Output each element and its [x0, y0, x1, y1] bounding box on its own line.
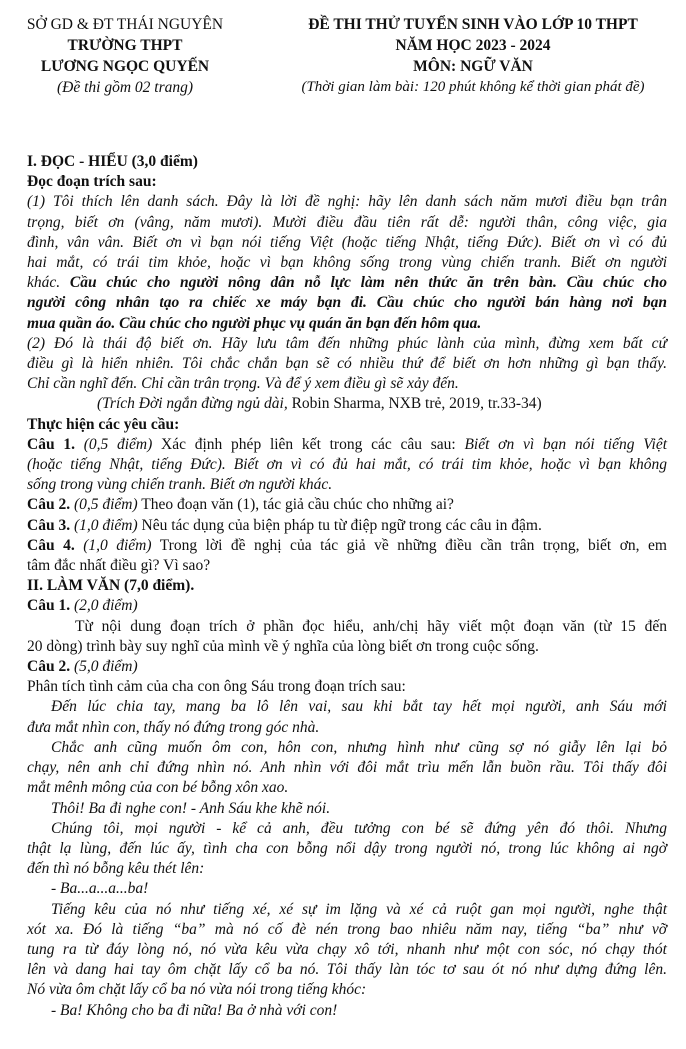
excerpt-line: lên và dang hai tay ôm chặt lấy cổ ba nó. Tôi thấy làn tóc tơ sau ót nó như dựng đứng lên. [27, 961, 667, 979]
excerpt-line: Đến lúc chia tay, mang ba lô lên vai, sau khi bắt tay hết mọi người, anh Sáu mới [51, 698, 667, 716]
school-year: NĂM HỌC 2023 - 2024 [395, 37, 551, 54]
school-info [14, 14, 236, 98]
section2-title: II. LÀM VĂN (7,0 điểm). [27, 577, 195, 595]
page-count-note: (Đề thi gồm 02 trang) [56, 79, 194, 96]
school-name-line2: LƯƠNG NGỌC QUYẾN [40, 58, 210, 75]
department-name: SỞ GD & ĐT THÁI NGUYÊN [26, 16, 224, 33]
passage-bold-text: Cầu chúc cho người nông dân nỗ lực làm nên thức ăn trên bàn. Cầu chúc cho [69, 274, 667, 292]
essay-2-header: Câu 2. (5,0 điểm) [27, 658, 138, 676]
exam-body [27, 152, 667, 1021]
question-3: Câu 3. (1,0 điểm) Nêu tác dụng của biện pháp tu từ điệp ngữ trong các câu in đậm. [27, 516, 542, 534]
essay-1-prompt: 20 dòng) trình bày suy nghĩ của mình về ý nghĩa của lòng biết ơn trong cuộc sống. [27, 637, 539, 655]
question-1: Câu 1. (0,5 điểm) Xác định phép liên kết trong các câu sau: Biết ơn vì bạn nói tiếng Việt [27, 435, 668, 453]
source-citation: (Trích Đời ngắn đừng ngủ dài, Robin Sharma, NXB trẻ, 2019, tr.33-34) [97, 395, 542, 413]
excerpt-line: Thôi! Ba đi nghe con! - Anh Sáu khe khẽ nói. [51, 799, 331, 817]
question-4: Câu 4. (1,0 điểm) Trong lời đề nghị của tác giả về những điều cần trân trọng, biết ơn, em [27, 536, 667, 554]
passage-plain-text: khác. [27, 274, 70, 292]
excerpt-line: tung ra từ đáy lòng nó, nó vừa kêu vừa chạy xô tới, nhanh như một con sóc, nó chạy thót [27, 940, 667, 958]
passage-line: điều gì là hiển nhiên. Tôi chắc chắn bạn sẽ có nhiều thứ để biết ơn hơn những gì bạn thấy. [27, 355, 667, 373]
section1-title: I. ĐỌC - HIỂU (3,0 điểm) [27, 153, 198, 170]
passage-bold-line: người công nhân tạo ra chiếc xe máy bạn đi. Cầu chúc cho người bán hàng nơi bạn [27, 294, 667, 312]
question-1-quote: (hoặc tiếng Nhật, tiếng Đức). Biết ơn vì có đủ hai mắt, có trái tim khỏe, hoặc vì bạn không [27, 456, 667, 474]
passage-bold-line: mua quần áo. Cầu chúc cho người phục vụ quán ăn bạn đến hôm qua. [27, 314, 482, 332]
essay-1-header: Câu 1. (2,0 điểm) [27, 597, 138, 615]
excerpt-line: - Ba! Không cho ba đi nữa! Ba ở nhà với con! [51, 1001, 338, 1019]
question-1-quote: sống trong vùng chiến tranh. Biết ơn người khác. [27, 476, 333, 494]
read-label: Đọc đoạn trích sau: [27, 173, 157, 191]
excerpt-line: Tiếng kêu của nó như tiếng xé, xé sự im lặng và xé cả ruột gan mọi người, nghe thật [51, 900, 667, 918]
passage-paragraph-2 [27, 334, 667, 395]
excerpt-line: Nó vừa ôm chặt lấy cổ ba nó vừa nói trong tiếng khóc: [27, 981, 367, 999]
passage-line: trọng, biết ơn (vâng, năm mươi). Mười điều đầu tiên rất dễ: người thân, công việc, gia [27, 213, 667, 231]
subject: MÔN: NGỮ VĂN [413, 58, 533, 75]
passage-line: hai mắt, có trái tim khỏe, hoặc vì bạn không sống trong vùng chiến tranh. Biết ơn người [27, 254, 667, 272]
passage-line: Chỉ cần nghĩ đến. Chỉ cần trân trọng. Và để ý xem điều gì sẽ xảy đến. [27, 375, 459, 393]
question-2: Câu 2. (0,5 điểm) Theo đoạn văn (1), tác giả cầu chúc cho những ai? [27, 496, 454, 514]
passage-line: (2) Đó là thái độ biết ơn. Hãy lưu tâm đến những phúc lành của mình, đừng xem bất cứ [27, 334, 667, 352]
exam-title: ĐỀ THI THỬ TUYỂN SINH VÀO LỚP 10 THPT [308, 16, 638, 33]
passage-line: đình, vân vân. Biết ơn vì bạn nói tiếng Việt (hoặc tiếng Nhật, tiếng Đức). Biết ơn vì có đủ [27, 233, 667, 251]
literary-excerpt [27, 697, 667, 1020]
excerpt-line: thật lạ lùng, đến lúc ấy, tình cha con bỗng nổi dậy trong người nó, trong lúc không ai ngờ [27, 839, 667, 857]
question-4-cont: tâm đắc nhất điều gì? Vì sao? [27, 557, 211, 575]
exam-info [264, 14, 682, 98]
excerpt-line: mắt mênh mông của con bé bỗng xôn xao. [27, 779, 289, 797]
excerpt-line: Chúng tôi, mọi người - kể cả anh, đều tưởng con bé sẽ đứng yên đó thôi. Nhưng [51, 819, 667, 837]
exam-header [0, 14, 686, 114]
excerpt-line: - Ba...a...a...ba! [51, 880, 149, 898]
excerpt-line: xót xa. Đó là tiếng “ba” mà nó cố đè nén trong bao nhiêu năm nay, tiếng “ba” như vỡ [27, 920, 667, 938]
excerpt-line: chạy, nên anh chỉ đứng nhìn nó. Anh nhìn với đôi mắt trìu mến lẫn buồn rầu. Tôi thấy đôi [27, 759, 667, 777]
passage-line: (1) Tôi thích lên danh sách. Đây là lời đề nghị: hãy lên danh sách năm mươi điều bạn trân [27, 193, 667, 211]
excerpt-line: đến thì nó bỗng kêu thét lên: [27, 860, 205, 878]
excerpt-line: Chắc anh cũng muốn ôm con, hôn con, nhưng hình như cũng sợ nó giẫy lên lại bỏ [51, 738, 667, 756]
essay-1-prompt: Từ nội dung đoạn trích ở phần đọc hiểu, anh/chị hãy viết một đoạn văn (từ 15 đến [75, 617, 667, 635]
passage-line [27, 273, 667, 293]
time-note: (Thời gian làm bài: 120 phút không kể thời gian phát đề) [301, 79, 645, 95]
essay-2-prompt: Phân tích tình cảm của cha con ông Sáu trong đoạn trích sau: [27, 678, 406, 696]
tasks-label: Thực hiện các yêu cầu: [27, 415, 180, 433]
source-book-title: Đời ngắn đừng ngủ dài, [138, 395, 288, 413]
excerpt-line: đưa mắt nhìn con, thấy nó đứng trong góc nhà. [27, 718, 320, 736]
school-name-line1: TRƯỜNG THPT [67, 37, 183, 54]
passage-paragraph-1 [27, 192, 667, 333]
